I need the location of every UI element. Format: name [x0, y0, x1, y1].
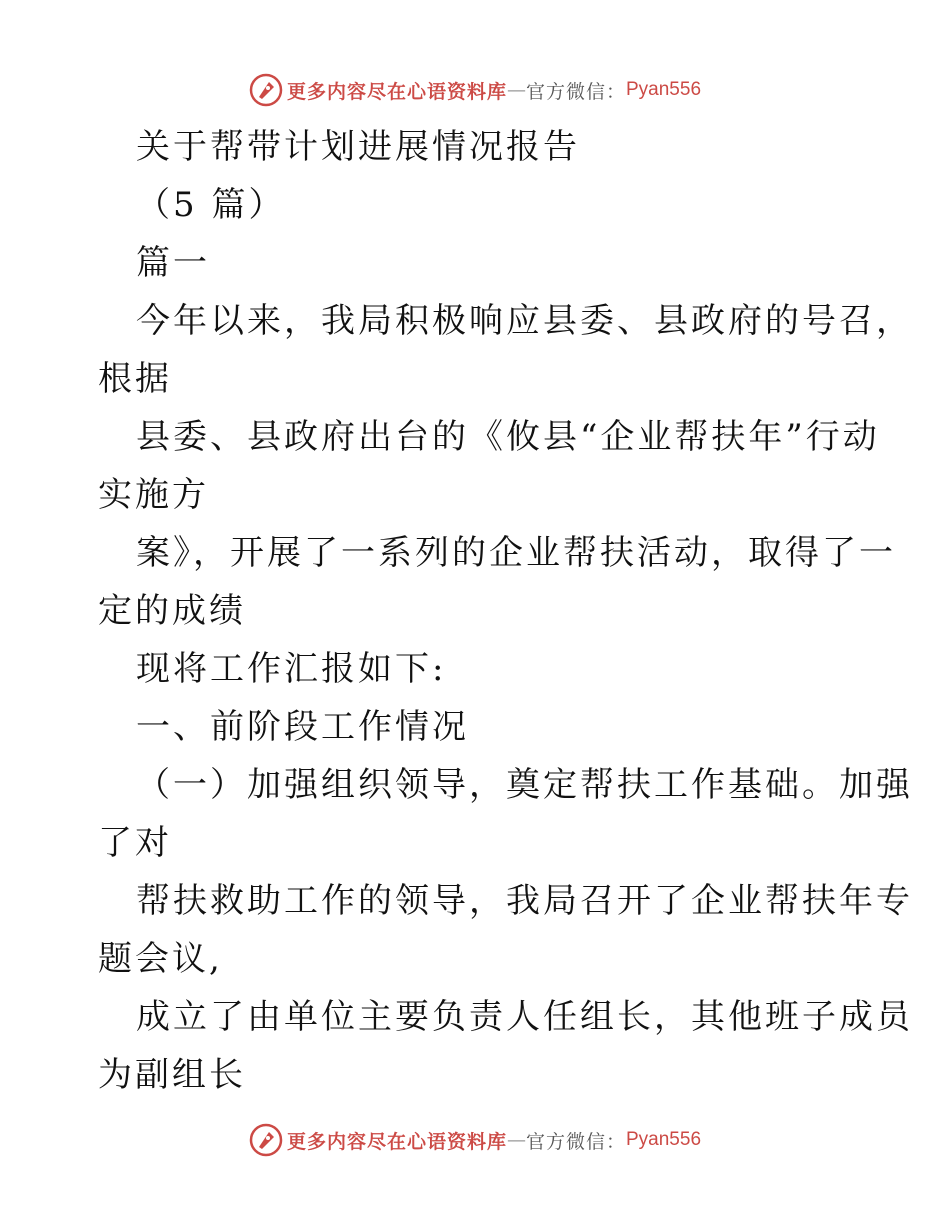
- text-line: 题会议,: [98, 939, 223, 979]
- text-line: 帮扶救助工作的领导，我局召开了企业帮扶年专: [136, 881, 913, 921]
- watermark-wechat-label: 官方微信：: [525, 80, 626, 103]
- watermark-main-text: 更多内容尽在心语资料库: [286, 80, 507, 103]
- text-line: 今年以来，我局积极响应县委、县政府的号召，: [136, 301, 913, 341]
- text-line: （5 篇）: [136, 185, 286, 225]
- text-line: 县委、县政府出台的《攸县“企业帮扶年”行动: [136, 417, 880, 457]
- watermark-separator: —: [506, 1129, 526, 1151]
- text-line: 了对: [98, 823, 172, 863]
- text-line: 为副组长: [98, 1055, 246, 1095]
- text-line: 篇一: [136, 243, 210, 283]
- pen-nib-logo-icon: [249, 1123, 283, 1157]
- pen-nib-logo-icon: [249, 73, 283, 107]
- text-line: 实施方: [98, 475, 209, 515]
- watermark-main-text: 更多内容尽在心语资料库: [286, 1130, 507, 1153]
- text-line: 定的成绩: [98, 591, 246, 631]
- header-watermark: [0, 70, 950, 110]
- watermark-wechat-id: Pyan556: [626, 1129, 702, 1150]
- text-line: 根据: [98, 359, 172, 399]
- watermark-wechat-id: Pyan556: [626, 79, 702, 100]
- text-line: 成立了由单位主要负责人任组长，其他班子成员: [136, 997, 913, 1037]
- watermark-separator: —: [506, 79, 526, 101]
- text-line: 现将工作汇报如下:: [136, 649, 447, 689]
- document-body: [98, 118, 913, 1104]
- text-line: 关于帮带计划进展情况报告: [136, 127, 580, 167]
- text-line: 一、前阶段工作情况: [136, 707, 469, 747]
- watermark-wechat-label: 官方微信：: [525, 1130, 626, 1153]
- text-line: （一）加强组织领导，奠定帮扶工作基础。加强: [136, 765, 913, 805]
- text-line: 案》，开展了一系列的企业帮扶活动，取得了一: [136, 533, 896, 573]
- footer-watermark: [0, 1120, 950, 1160]
